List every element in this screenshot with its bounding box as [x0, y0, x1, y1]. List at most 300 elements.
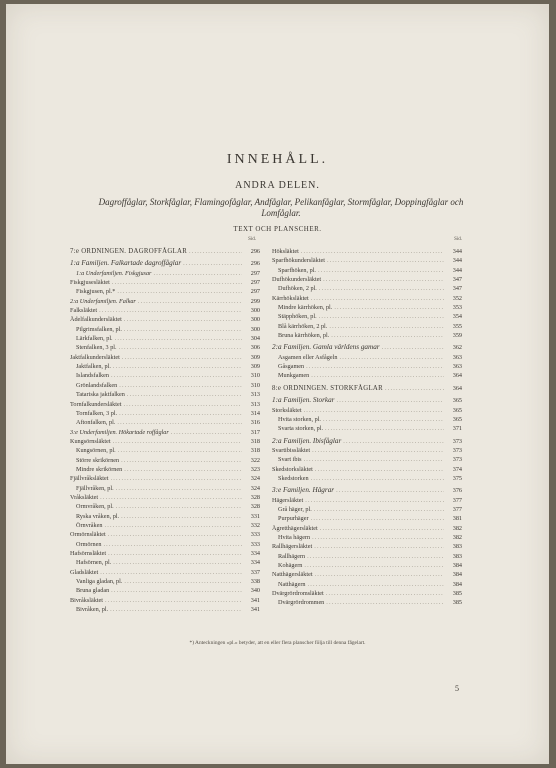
- dot-leader: [112, 278, 242, 287]
- toc-entry-label: Asgamen eller Asfågeln: [278, 353, 338, 361]
- toc-entry-page: 309: [250, 353, 260, 361]
- toc-entry-page: 333: [250, 531, 260, 539]
- toc-entry: [70, 474, 260, 483]
- toc-entry: [272, 542, 462, 551]
- dot-leader: [311, 474, 444, 483]
- toc-entry: [272, 552, 462, 561]
- toc-entry: [272, 353, 462, 362]
- toc-entry: [70, 484, 260, 493]
- book-page: [6, 4, 549, 764]
- dot-leader: [118, 446, 242, 455]
- toc-entry: [272, 598, 462, 607]
- toc-entry-label: Islandsfalken: [76, 372, 109, 380]
- page-number: 5: [455, 684, 459, 693]
- toc-entry-page: 373: [452, 437, 462, 445]
- toc-entry-label: 1:a Familjen. Storkar: [272, 396, 335, 405]
- toc-entry-label: Ormörnsläktet: [70, 531, 106, 539]
- toc-entry: [70, 247, 260, 256]
- toc-entry-label: Blå kärrhöken, 2 pl.: [278, 322, 328, 330]
- toc-entry-label: Fiskgjusesläktet: [70, 279, 110, 287]
- toc-entry-label: Kohägern: [278, 562, 303, 569]
- dot-leader: [104, 521, 242, 530]
- toc-entry: [70, 568, 260, 577]
- toc-entry: [272, 561, 462, 570]
- toc-entry-label: Hägersläktet: [272, 496, 304, 504]
- toc-entry-label: 3:e Underfamiljen. Hökartade roffåglar: [70, 428, 169, 436]
- dot-leader: [315, 570, 444, 579]
- toc-entry-label: Fjällvråken, pl.: [76, 484, 114, 492]
- toc-entry-label: Svartibissläktet: [272, 446, 311, 454]
- toc-entry: [70, 596, 260, 605]
- toc-entry-page: 316: [250, 419, 260, 427]
- toc-entry-label: Jaktfalken, pl.: [76, 363, 111, 371]
- toc-entry: [70, 586, 260, 595]
- toc-entry-label: Tornfalken, 3 pl.: [76, 409, 118, 417]
- dot-leader: [323, 415, 444, 424]
- toc-entry-page: 322: [250, 456, 260, 464]
- toc-entry: [272, 266, 462, 275]
- dot-leader: [113, 558, 242, 567]
- toc-entry-page: 300: [250, 325, 260, 333]
- dot-leader: [100, 568, 242, 577]
- toc-entry-label: Hvita hägern: [278, 533, 311, 541]
- toc-entry: [70, 409, 260, 418]
- toc-entry: [272, 524, 462, 533]
- dot-leader: [127, 390, 242, 399]
- toc-entry-page: 347: [452, 285, 462, 293]
- toc-entry-page: 359: [452, 332, 462, 340]
- toc-entry-label: Svart ibis: [278, 456, 302, 464]
- orders-list: Dagroffåglar, Storkfåglar, Flamingofåglar, Andfåglar, Pelikanfåglar, Stormfåglar, Doppingfåglar och Lomfåglar.: [98, 197, 464, 218]
- toc-entry-page: 353: [452, 304, 462, 312]
- toc-entry-page: 375: [452, 474, 462, 482]
- toc-entry: [70, 325, 260, 334]
- toc-entry: [272, 331, 462, 340]
- dot-leader: [318, 266, 444, 275]
- toc-entry: [70, 493, 260, 502]
- toc-entry-label: Vråksläktet: [70, 493, 99, 501]
- toc-entry: [272, 505, 462, 514]
- dot-leader: [319, 284, 444, 293]
- toc-entry: [70, 605, 260, 614]
- dot-leader: [189, 247, 242, 256]
- toc-entry: [272, 580, 462, 589]
- toc-entry-page: 384: [452, 571, 462, 579]
- toc-entry-page: 363: [452, 353, 462, 361]
- toc-entry-page: 365: [452, 406, 462, 414]
- toc-entry-page: 377: [452, 505, 462, 513]
- toc-entry: [70, 428, 260, 437]
- dot-leader: [121, 456, 242, 465]
- dot-leader: [153, 269, 242, 278]
- dot-leader: [311, 514, 444, 523]
- toc-entry-label: Bivråken, pl.: [76, 606, 109, 614]
- dot-leader: [304, 455, 444, 464]
- toc-entry-label: Tatariska jaktfalken: [76, 391, 125, 399]
- toc-entry-label: Större skrikörnen: [76, 456, 120, 464]
- toc-entry-page: 344: [452, 257, 462, 265]
- toc-entry-label: 2:a Familjen. Gamla världens gamar: [272, 343, 380, 352]
- toc-entry-label: 8:e ORDNINGEN. STORKFÅGLAR: [272, 384, 383, 392]
- dot-leader: [343, 437, 444, 446]
- toc-entry-label: Aftonfalken, pl.: [76, 419, 116, 427]
- toc-entry: [70, 540, 260, 549]
- toc-entry-page: 324: [250, 484, 260, 492]
- toc-entry: [70, 343, 260, 352]
- toc-entry-label: 1:a Underfamiljen. Fiskgjusar: [76, 269, 152, 277]
- toc-entry-page: 385: [452, 590, 462, 598]
- toc-entry-page: 384: [452, 562, 462, 569]
- toc-entry: [70, 259, 260, 268]
- toc-entry-label: Ormvråken, pl.: [76, 503, 114, 511]
- toc-entry-page: 297: [250, 269, 260, 277]
- toc-entry: [70, 418, 260, 427]
- toc-entry: [272, 362, 462, 371]
- toc-entry: [272, 496, 462, 505]
- dot-leader: [103, 540, 242, 549]
- toc-entry-page: 355: [452, 322, 462, 330]
- toc-entry: [70, 577, 260, 586]
- toc-entry: [70, 353, 260, 362]
- dot-leader: [314, 542, 444, 551]
- toc-entry-label: Grönlandsfalken: [76, 381, 118, 389]
- toc-entry: [70, 400, 260, 409]
- toc-entry-page: 385: [452, 599, 462, 607]
- toc-entry: [272, 294, 462, 303]
- toc-entry-page: 373: [452, 456, 462, 464]
- toc-entry-page: 324: [250, 475, 260, 483]
- toc-entry-label: Hvita storken, pl.: [278, 415, 321, 423]
- dot-leader: [336, 486, 444, 495]
- toc-entry: [70, 549, 260, 558]
- toc-entry-label: Purpurhäger: [278, 515, 309, 523]
- dot-leader: [119, 409, 242, 418]
- toc-entry-label: Tornfalkundersläktet: [70, 400, 122, 408]
- dot-leader: [121, 512, 242, 521]
- toc-entry-page: 314: [250, 409, 260, 417]
- toc-entry-label: Ryska vråken, pl.: [76, 512, 120, 520]
- toc-entry-page: 384: [452, 580, 462, 588]
- toc-entry-page: 299: [250, 297, 260, 305]
- toc-entry: [272, 371, 462, 380]
- dot-leader: [110, 605, 242, 614]
- toc-entry: [70, 502, 260, 511]
- toc-entry-label: Ormörnen: [76, 540, 102, 548]
- toc-entry-page: 344: [452, 266, 462, 274]
- toc-entry-page: 363: [452, 363, 462, 371]
- toc-entry-page: 377: [452, 496, 462, 504]
- toc-entry-label: Kärrhöksläktet: [272, 294, 309, 302]
- dot-leader: [99, 306, 242, 315]
- toc-entry: [70, 558, 260, 567]
- toc-entry: [272, 343, 462, 352]
- toc-entry-label: Gåsgamen: [278, 363, 305, 371]
- dot-leader: [119, 381, 242, 390]
- toc-entry: [272, 406, 462, 415]
- toc-entry-page: 300: [250, 316, 260, 324]
- toc-entry-page: 341: [250, 606, 260, 614]
- toc-entry-label: Natthägern: [278, 580, 306, 588]
- dot-leader: [301, 247, 444, 256]
- page-title: INNEHÅLL.: [226, 152, 329, 167]
- toc-entry-label: Lärkfalken, pl.: [76, 335, 113, 343]
- toc-entry: [272, 455, 462, 464]
- toc-entry-page: 297: [250, 279, 260, 287]
- toc-entry-label: Falksläktet: [70, 307, 98, 315]
- dot-leader: [339, 353, 444, 362]
- sections-caption: TEXT OCH PLANSCHER.: [233, 225, 322, 233]
- toc-entry: [70, 521, 260, 530]
- dot-leader: [320, 524, 444, 533]
- dot-leader: [116, 484, 242, 493]
- toc-entry-label: Jaktfalkundersläktet: [70, 353, 120, 361]
- toc-entry-page: 381: [452, 515, 462, 523]
- page-column-header: Sid.: [248, 237, 256, 242]
- toc-entry-label: Bruna gladan: [76, 587, 110, 595]
- toc-entry-page: 373: [452, 446, 462, 454]
- dot-leader: [334, 303, 444, 312]
- dot-leader: [183, 259, 242, 268]
- toc-entry-label: 2:a Underfamiljen. Falkar: [70, 297, 136, 305]
- dot-leader: [115, 334, 242, 343]
- toc-entry-page: 352: [452, 294, 462, 302]
- toc-entry-page: 313: [250, 400, 260, 408]
- dot-leader: [336, 396, 444, 405]
- toc-entry-label: Skedstorksläktet: [272, 465, 313, 473]
- toc-entry: [272, 514, 462, 523]
- toc-entry-page: 304: [250, 335, 260, 343]
- dot-leader: [326, 598, 444, 607]
- toc-entry: [70, 456, 260, 465]
- toc-entry-label: Grå häger, pl.: [278, 505, 312, 513]
- toc-entry-page: 296: [250, 248, 260, 255]
- dot-leader: [331, 331, 444, 340]
- dot-leader: [311, 371, 444, 380]
- dot-leader: [306, 362, 444, 371]
- dot-leader: [138, 297, 242, 306]
- toc-entry: [70, 530, 260, 539]
- toc-entry-label: Höksläktet: [272, 248, 299, 255]
- toc-entry-page: 338: [250, 578, 260, 586]
- toc-entry-page: 354: [452, 313, 462, 321]
- dot-leader: [119, 343, 242, 352]
- toc-entry-label: 1:a Familjen. Falkartade dagroffåglar: [70, 259, 182, 268]
- toc-entry-page: 376: [452, 487, 462, 495]
- dot-leader: [307, 552, 444, 561]
- toc-entry-label: Stäpphöken, pl.: [278, 313, 317, 321]
- dot-leader: [111, 586, 242, 595]
- toc-entry: [272, 533, 462, 542]
- dot-leader: [108, 530, 242, 539]
- toc-entry-page: 313: [250, 391, 260, 399]
- dot-leader: [325, 424, 444, 433]
- dot-leader: [311, 294, 444, 303]
- dot-leader: [124, 577, 242, 586]
- toc-entry-label: Skedstorken: [278, 474, 309, 482]
- toc-entry-page: 364: [452, 372, 462, 380]
- toc-entry: [272, 396, 462, 405]
- toc-entry: [70, 446, 260, 455]
- toc-entry-page: 371: [452, 425, 462, 433]
- toc-entry: [70, 278, 260, 287]
- toc-entry-page: 309: [250, 363, 260, 371]
- toc-entry: [70, 437, 260, 446]
- toc-entry: [272, 303, 462, 312]
- toc-entry-page: 318: [250, 447, 260, 455]
- dot-leader: [117, 418, 242, 427]
- toc-entry: [70, 297, 260, 306]
- toc-entry: [272, 384, 462, 393]
- dot-leader: [108, 549, 242, 558]
- dot-leader: [105, 596, 242, 605]
- dot-leader: [323, 275, 444, 284]
- toc-entry-label: 2:a Familjen. Ibisfåglar: [272, 436, 342, 445]
- toc-entry-page: 334: [250, 559, 260, 567]
- toc-entry-label: Ägretthägersläktet: [272, 524, 318, 532]
- dot-leader: [124, 315, 242, 324]
- toc-entry: [272, 424, 462, 433]
- toc-entry-page: 365: [452, 397, 462, 405]
- toc-entry-page: 296: [250, 260, 260, 268]
- dot-leader: [308, 580, 445, 589]
- toc-entry-label: Rallhägern: [278, 552, 306, 560]
- toc-entry-label: Kungsörnen, pl.: [76, 447, 116, 455]
- dot-leader: [305, 496, 444, 505]
- toc-entry-label: Fiskgjusen, pl.*: [76, 288, 116, 296]
- toc-entry-label: 7:e ORDNINGEN. DAGROFFÅGLAR: [70, 248, 188, 255]
- toc-entry-label: Bruna kärrhöken, pl.: [278, 332, 330, 340]
- dot-leader: [124, 325, 242, 334]
- toc-entry-page: 382: [452, 533, 462, 541]
- dot-leader: [327, 256, 444, 265]
- toc-entry: [272, 486, 462, 495]
- toc-entry-page: 340: [250, 587, 260, 595]
- dot-leader: [111, 474, 243, 483]
- toc-left-column: [70, 237, 260, 614]
- dot-leader: [122, 353, 242, 362]
- dot-leader: [326, 589, 444, 598]
- dot-leader: [382, 343, 444, 352]
- dot-leader: [171, 428, 242, 437]
- toc-entry-label: Hafsörnen, pl.: [76, 559, 112, 567]
- toc-entry-page: 341: [250, 596, 260, 604]
- toc-entry: [272, 474, 462, 483]
- toc-entry: [272, 275, 462, 284]
- toc-entry-page: 317: [250, 428, 260, 436]
- toc-entry-label: Kungsörnsläktet: [70, 437, 111, 445]
- dot-leader: [100, 493, 242, 502]
- toc-entry-label: Gladsläktet: [70, 568, 99, 576]
- toc-entry-label: Hafsörnsläktet: [70, 550, 107, 557]
- toc-entry-label: Sparfhöken, pl.: [278, 266, 316, 274]
- dot-leader: [124, 465, 242, 474]
- toc-right-column: [272, 237, 462, 608]
- toc-entry-page: 337: [250, 568, 260, 576]
- dot-leader: [329, 322, 444, 331]
- toc-entry-page: 383: [452, 552, 462, 560]
- dot-leader: [117, 287, 242, 296]
- toc-entry-page: 383: [452, 543, 462, 551]
- toc-entry-label: Sparfhökundersläktet: [272, 257, 325, 265]
- toc-entry: [70, 334, 260, 343]
- toc-entry: [70, 381, 260, 390]
- toc-entry: [272, 465, 462, 474]
- toc-entry-label: Fjällvråksläktet: [70, 475, 109, 483]
- toc-entry: [70, 465, 260, 474]
- toc-entry-label: Munkgamen: [278, 372, 310, 380]
- toc-entry-label: Pilgrimsfalken, pl.: [76, 325, 122, 333]
- dot-leader: [113, 362, 242, 371]
- dot-leader: [113, 437, 242, 446]
- dot-leader: [319, 312, 444, 321]
- toc-entry-label: Storksläktet: [272, 406, 302, 414]
- toc-entry: [70, 512, 260, 521]
- toc-entry: [272, 312, 462, 321]
- dot-leader: [314, 505, 444, 514]
- toc-entry: [70, 371, 260, 380]
- toc-entry-page: 310: [250, 372, 260, 380]
- footnote: *) Anteckningen »pl.» betyder, att en eller flera planscher följa till denna fågelart.: [189, 640, 366, 646]
- toc-entry: [272, 247, 462, 256]
- dot-leader: [304, 406, 444, 415]
- toc-entry: [272, 415, 462, 424]
- toc-entry: [70, 362, 260, 371]
- toc-entry: [70, 306, 260, 315]
- toc-entry: [272, 322, 462, 331]
- toc-entry-page: 364: [452, 384, 462, 392]
- page-column-header: Sid.: [454, 237, 462, 242]
- toc-entry-label: Rallhägersläktet: [272, 543, 313, 551]
- toc-entry-page: 334: [250, 550, 260, 557]
- toc-entry-page: 328: [250, 503, 260, 511]
- part-subtitle: ANDRA DELEN.: [235, 180, 320, 191]
- toc-entry-page: 365: [452, 415, 462, 423]
- dot-leader: [385, 384, 444, 393]
- dot-leader: [312, 533, 444, 542]
- toc-entry-label: Svarta storken, pl.: [278, 425, 324, 433]
- dot-leader: [312, 446, 444, 455]
- toc-entry-label: Dufhöken, 2 pl.: [278, 285, 317, 293]
- toc-entry-page: 362: [452, 344, 462, 352]
- toc-entry-page: 297: [250, 288, 260, 296]
- dot-leader: [116, 502, 242, 511]
- toc-entry-page: 332: [250, 521, 260, 529]
- toc-entry: [70, 287, 260, 296]
- toc-entry-page: 382: [452, 524, 462, 532]
- toc-entry-label: Ädelfalkundersläktet: [70, 316, 122, 324]
- toc-entry-label: Mindre kärrhöken, pl.: [278, 304, 333, 312]
- toc-entry: [272, 256, 462, 265]
- dot-leader: [315, 465, 444, 474]
- toc-entry-page: 318: [250, 437, 260, 445]
- toc-entry-page: 300: [250, 307, 260, 315]
- dot-leader: [123, 400, 242, 409]
- toc-entry-label: Örnvråken: [76, 521, 103, 529]
- toc-entry-page: 347: [452, 276, 462, 284]
- toc-entry: [272, 446, 462, 455]
- toc-entry-label: Natthägersläktet: [272, 571, 313, 579]
- toc-entry: [272, 437, 462, 446]
- toc-entry-page: 374: [452, 465, 462, 473]
- toc-entry-label: Dufhökundersläktet: [272, 276, 322, 284]
- toc-entry-page: 344: [452, 248, 462, 255]
- dot-leader: [111, 371, 242, 380]
- toc-entry: [272, 284, 462, 293]
- toc-entry-page: 331: [250, 512, 260, 520]
- toc-entry-label: Mindre skrikörnen: [76, 465, 123, 473]
- toc-entry: [70, 269, 260, 278]
- toc-entry-page: 323: [250, 465, 260, 473]
